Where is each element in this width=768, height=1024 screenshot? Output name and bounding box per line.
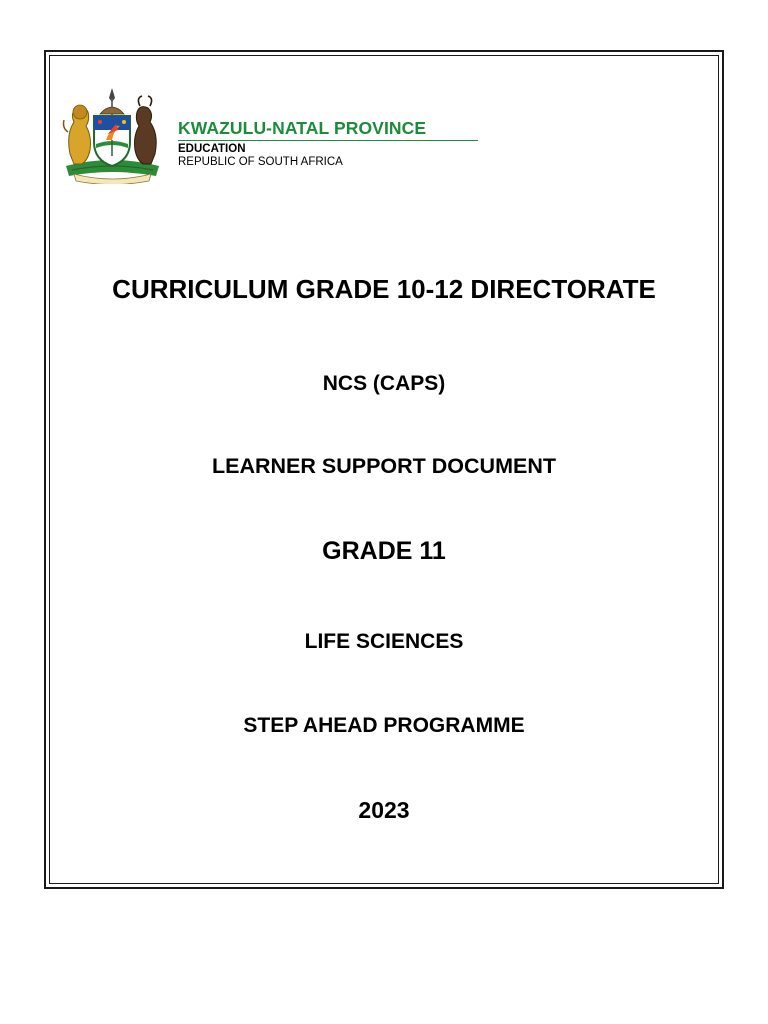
subject-title: LIFE SCIENCES [304, 630, 464, 653]
year-title: 2023 [358, 797, 410, 823]
coat-of-arms-icon [60, 84, 165, 184]
province-name: KWAZULU-NATAL PROVINCE [178, 118, 478, 141]
cover-page-inner-border [49, 55, 719, 884]
country-name: REPUBLIC OF SOUTH AFRICA [178, 156, 343, 168]
framework-title: NCS (CAPS) [322, 372, 446, 395]
document-type-title: LEARNER SUPPORT DOCUMENT [211, 454, 556, 478]
cover-page-border [44, 50, 724, 889]
grade-title: GRADE 11 [322, 537, 446, 565]
programme-title: STEP AHEAD PROGRAMME [243, 714, 525, 737]
organisation-block [178, 118, 478, 169]
directorate-title: CURRICULUM GRADE 10-12 DIRECTORATE [112, 274, 656, 304]
department-name: EDUCATION [178, 143, 246, 155]
letterhead [60, 84, 540, 184]
